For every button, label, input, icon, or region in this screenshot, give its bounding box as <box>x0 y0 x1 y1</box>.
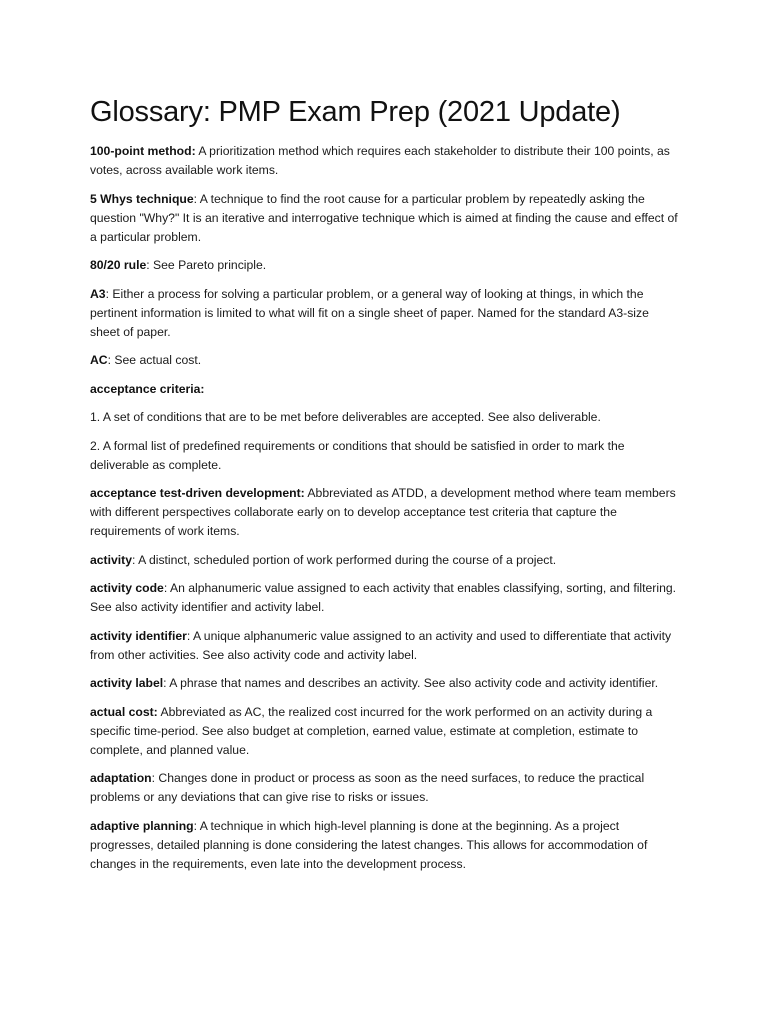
glossary-term: activity <box>90 552 133 567</box>
glossary-definition: : See Pareto principle. <box>146 258 267 272</box>
glossary-entry <box>90 190 682 247</box>
glossary-entry <box>90 579 682 617</box>
glossary-term: activity label <box>90 676 164 690</box>
glossary-term: acceptance test-driven development: <box>90 486 305 500</box>
glossary-definition: : Changes done in product or process as soon as the need surfaces, to reduce the practical problems or any deviations that can give rise to risks or issues. <box>90 771 645 804</box>
glossary-definition: : A distinct, scheduled portion of work performed during the course of a project. <box>132 552 557 567</box>
glossary-entry <box>90 703 682 760</box>
glossary-entry <box>90 380 682 399</box>
glossary-definition: : A phrase that names and describes an activity. See also activity code and activity identifier. <box>163 676 659 690</box>
glossary-definition: : Either a process for solving a particular problem, or a general way of looking at things, in which the pertinent information is limited to what will fit on a single sheet of paper. Named for the standard A3-size sheet of paper. <box>90 286 649 339</box>
glossary-subentry <box>90 408 682 427</box>
glossary-subentry <box>90 437 682 475</box>
glossary-entry <box>90 142 682 180</box>
glossary-entry <box>90 484 682 541</box>
glossary-entry <box>90 627 682 665</box>
glossary-term: A3 <box>90 286 106 301</box>
glossary-entry <box>90 256 682 275</box>
glossary-definition: A prioritization method which requires each stakeholder to distribute their 100 points, as votes, across available work items. <box>90 144 670 177</box>
glossary-term: AC <box>90 353 108 367</box>
glossary-term: activity identifier <box>90 628 187 643</box>
glossary-definition: : A technique to find the root cause for a particular problem by repeatedly asking the question "Why?" It is an iterative and interrogative technique which is aimed at finding the cause and effect of a particular problem. <box>90 191 678 244</box>
glossary-definition: Abbreviated as AC, the realized cost incurred for the work performed on an activity during a specific time-period. See also budget at completion, earned value, estimate at completion, estimate to complete, and planned value. <box>90 704 653 757</box>
glossary-term: 100-point method: <box>90 144 196 158</box>
glossary-term: 80/20 rule <box>90 258 147 272</box>
glossary-entry <box>90 674 682 693</box>
glossary-term: actual cost: <box>90 704 158 719</box>
glossary-definition: 2. A formal list of predefined requirements or conditions that should be satisfied in order to mark the deliverable as complete. <box>90 438 625 472</box>
glossary-term: acceptance criteria: <box>90 381 205 396</box>
glossary-term: activity code <box>90 581 164 595</box>
glossary-page <box>90 92 682 883</box>
glossary-definition: 1. A set of conditions that are to be met before deliverables are accepted. See also deliverable. <box>90 410 601 424</box>
glossary-entry <box>90 351 682 370</box>
glossary-term: adaptation <box>90 771 152 785</box>
glossary-term: 5 Whys technique <box>90 191 194 206</box>
glossary-definition: : See actual cost. <box>107 353 202 367</box>
glossary-term: adaptive planning <box>90 818 194 833</box>
glossary-definition: : A unique alphanumeric value assigned to an activity and used to differentiate that activity from other activities. See also activity code and activity label. <box>90 628 672 662</box>
page-title: Glossary: PMP Exam Prep (2021 Update) <box>90 96 621 128</box>
glossary-entry-list <box>90 142 682 874</box>
glossary-definition: Abbreviated as ATDD, a development method where team members with different perspectives collaborate early on to develop acceptance test criteria that capture the requirements of work items. <box>90 486 676 538</box>
glossary-entry <box>90 769 682 807</box>
glossary-definition: : A technique in which high-level planning is done at the beginning. As a project progresses, detailed planning is done considering the latest changes. This allows for accommodation of changes in the requirements, even late into the development process. <box>90 818 648 871</box>
glossary-entry <box>90 551 682 570</box>
glossary-entry <box>90 817 682 874</box>
glossary-definition: : An alphanumeric value assigned to each activity that enables classifying, sorting, and filtering. See also activity identifier and activity label. <box>90 581 677 614</box>
glossary-entry <box>90 285 682 342</box>
